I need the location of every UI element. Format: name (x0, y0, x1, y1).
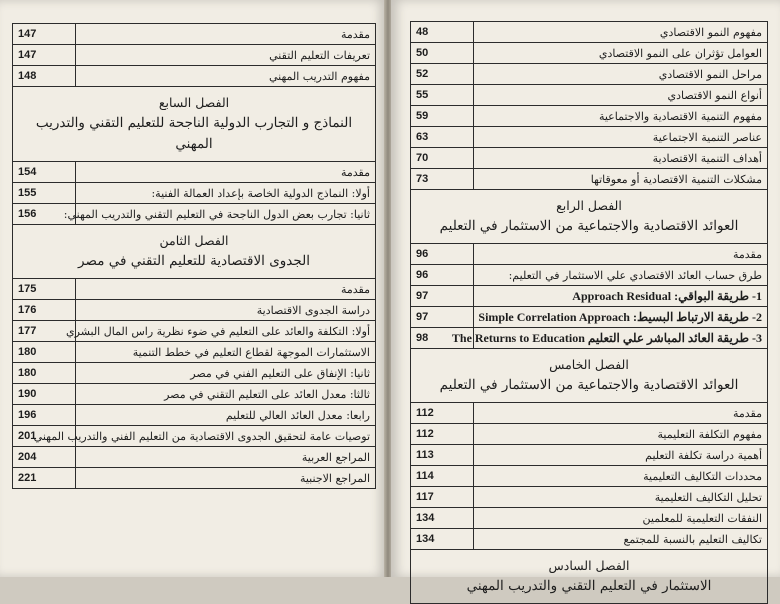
right-page (391, 0, 780, 594)
toc-entry-row (411, 487, 768, 508)
page-number: 147 (13, 45, 76, 66)
page-number: 112 (411, 424, 474, 445)
entry-title: النفقات التعليمية للمعلمين (474, 508, 768, 529)
toc-entry-row (411, 148, 768, 169)
toc-entry-row (411, 106, 768, 127)
page-number: 96 (411, 265, 474, 286)
chapter-title: الاستثمار في التعليم التقني والتدريب المهني (466, 578, 712, 594)
toc-entry-row (411, 529, 768, 550)
toc-entry-row (13, 468, 376, 489)
toc-entry-row (411, 43, 768, 64)
page-number: 52 (411, 64, 474, 85)
toc-entry-row (411, 286, 768, 307)
page-number: 97 (411, 307, 474, 328)
page-number: 96 (411, 244, 474, 265)
entry-title: أهداف التنمية الاقتصادية (474, 148, 768, 169)
toc-entry-row (13, 45, 376, 66)
page-number: 148 (13, 66, 76, 87)
chapter-title: العوائد الاقتصادية والاجتماعية من الاستثمار في التعليم (439, 218, 739, 234)
page-number: 175 (13, 279, 76, 300)
entry-title: مقدمة (76, 162, 376, 183)
entry-title: ثانيا: تجارب بعض الدول الناجحة في التعليم التقني والتدريب المهني: (76, 204, 376, 225)
entry-title: 1- طريقة البواقي: Approach Residual (474, 286, 768, 307)
chapter-name: الفصل الثامن (159, 233, 229, 248)
page-number: 97 (411, 286, 474, 307)
entry-title: دراسة الجدوى الاقتصادية (76, 300, 376, 321)
toc-entry-row (411, 244, 768, 265)
entry-title: طرق حساب العائد الاقتصادي علي الاستثمار في التعليم: (474, 265, 768, 286)
toc-entry-row (411, 424, 768, 445)
page-number: 176 (13, 300, 76, 321)
page-number: 63 (411, 127, 474, 148)
entry-title: مقدمة (474, 403, 768, 424)
toc-entry-row (13, 426, 376, 447)
toc-table-left (12, 23, 376, 489)
page-number: 50 (411, 43, 474, 64)
toc-entry-row (411, 328, 768, 349)
chapter-heading-cell (13, 225, 376, 279)
entry-title: 3- طريقة العائد المباشر علي التعليم The Returns to Education (474, 328, 768, 349)
page-number: 155 (13, 183, 76, 204)
chapter-name: الفصل السابع (158, 95, 230, 110)
chapter-title: العوائد الاقتصادية والاجتماعية من الاستثمار في التعليم (439, 377, 739, 393)
chapter-title: النماذج و التجارب الدولية الناجحة للتعليم التقني والتدريب المهني (35, 115, 353, 152)
page-number: 134 (411, 508, 474, 529)
entry-title: مفهوم التنمية الاقتصادية والاجتماعية (474, 106, 768, 127)
page-number: 156 (13, 204, 76, 225)
page-number: 55 (411, 85, 474, 106)
entry-title: مفهوم التدريب المهني (76, 66, 376, 87)
entry-title: أنواع النمو الاقتصادي (474, 85, 768, 106)
chapter-heading-cell (411, 349, 768, 403)
page-number: 59 (411, 106, 474, 127)
chapter-name: الفصل الرابع (556, 198, 622, 213)
entry-title: ثالثا: معدل العائد على التعليم التقني في مصر (76, 384, 376, 405)
toc-entry-row (13, 204, 376, 225)
entry-title: تحليل التكاليف التعليمية (474, 487, 768, 508)
toc-left-body (13, 24, 376, 489)
page-number: 113 (411, 445, 474, 466)
toc-entry-row (411, 265, 768, 286)
toc-entry-row (411, 22, 768, 43)
toc-entry-row (411, 445, 768, 466)
entry-title: محددات التكاليف التعليمية (474, 466, 768, 487)
entry-title: عناصر التنمية الاجتماعية (474, 127, 768, 148)
toc-right-body (411, 22, 768, 604)
toc-entry-row (411, 508, 768, 529)
entry-title: الاستثمارات الموجهة لقطاع التعليم في خطط التنمية (76, 342, 376, 363)
entry-title: أهمية دراسة تكلفة التعليم (474, 445, 768, 466)
entry-title: مفهوم التكلفة التعليمية (474, 424, 768, 445)
chapter-name: الفصل السادس (548, 558, 630, 573)
page-number: 117 (411, 487, 474, 508)
chapter-title: الجدوى الاقتصادية للتعليم التقني في مصر (78, 253, 310, 269)
toc-entry-row (411, 307, 768, 328)
page-number: 147 (13, 24, 76, 45)
chapter-heading-row (411, 190, 768, 244)
toc-entry-row (13, 363, 376, 384)
chapter-heading-cell (13, 87, 376, 162)
page-number: 196 (13, 405, 76, 426)
entry-title: ثانيا: الإنفاق على التعليم الفني في مصر (76, 363, 376, 384)
entry-title: المراجع الاجنبية (76, 468, 376, 489)
entry-title: مراحل النمو الاقتصادي (474, 64, 768, 85)
toc-entry-row (13, 162, 376, 183)
page-number: 190 (13, 384, 76, 405)
toc-entry-row (13, 384, 376, 405)
toc-entry-row (13, 300, 376, 321)
toc-entry-row (411, 466, 768, 487)
toc-entry-row (13, 342, 376, 363)
page-number: 48 (411, 22, 474, 43)
chapter-heading-row (411, 349, 768, 403)
entry-title: المراجع العربية (76, 447, 376, 468)
entry-title: توصيات عامة لتحقيق الجدوى الاقتصادية من التعليم الفني والتدريب المهني (76, 426, 376, 447)
entry-title: مقدمة (474, 244, 768, 265)
toc-entry-row (411, 127, 768, 148)
page-number: 134 (411, 529, 474, 550)
page-number: 204 (13, 447, 76, 468)
page-number: 98 (411, 328, 474, 349)
toc-entry-row (13, 405, 376, 426)
page-number: 201 (13, 426, 76, 447)
entry-title: تكاليف التعليم بالنسبة للمجتمع (474, 529, 768, 550)
entry-title: مقدمة (76, 24, 376, 45)
entry-title: تعريفات التعليم التقني (76, 45, 376, 66)
chapter-heading-cell (411, 550, 768, 604)
toc-entry-row (411, 403, 768, 424)
page-number: 221 (13, 468, 76, 489)
toc-entry-row (411, 64, 768, 85)
toc-entry-row (13, 279, 376, 300)
entry-title: مفهوم النمو الاقتصادي (474, 22, 768, 43)
page-number: 114 (411, 466, 474, 487)
chapter-heading-row (13, 87, 376, 162)
chapter-heading-row (411, 550, 768, 604)
page-number: 180 (13, 342, 76, 363)
chapter-heading-row (13, 225, 376, 279)
chapter-heading-cell (411, 190, 768, 244)
entry-title: مقدمة (76, 279, 376, 300)
toc-entry-row (13, 66, 376, 87)
entry-title: رابعا: معدل العائد العالي للتعليم (76, 405, 376, 426)
page-number: 180 (13, 363, 76, 384)
toc-entry-row (13, 447, 376, 468)
toc-entry-row (13, 183, 376, 204)
page-number: 154 (13, 162, 76, 183)
toc-entry-row (13, 321, 376, 342)
toc-entry-row (13, 24, 376, 45)
toc-entry-row (411, 85, 768, 106)
entry-title: مشكلات التنمية الاقتصادية أو معوقاتها (474, 169, 768, 190)
entry-title: 2- طريقة الارتباط البسيط: Simple Correlation Approach (474, 307, 768, 328)
page-number: 177 (13, 321, 76, 342)
left-page (0, 0, 386, 577)
entry-title: أولا: النماذج الدولية الخاصة بإعداد العمالة الفنية: (76, 183, 376, 204)
entry-title: أولا: التكلفة والعائد على التعليم في ضوء نظرية راس المال البشري (76, 321, 376, 342)
page-number: 73 (411, 169, 474, 190)
page-number: 70 (411, 148, 474, 169)
chapter-name: الفصل الخامس (549, 357, 629, 372)
toc-entry-row (411, 169, 768, 190)
page-number: 112 (411, 403, 474, 424)
toc-table-right (410, 21, 768, 604)
entry-title: العوامل تؤثران على النمو الاقتصادي (474, 43, 768, 64)
